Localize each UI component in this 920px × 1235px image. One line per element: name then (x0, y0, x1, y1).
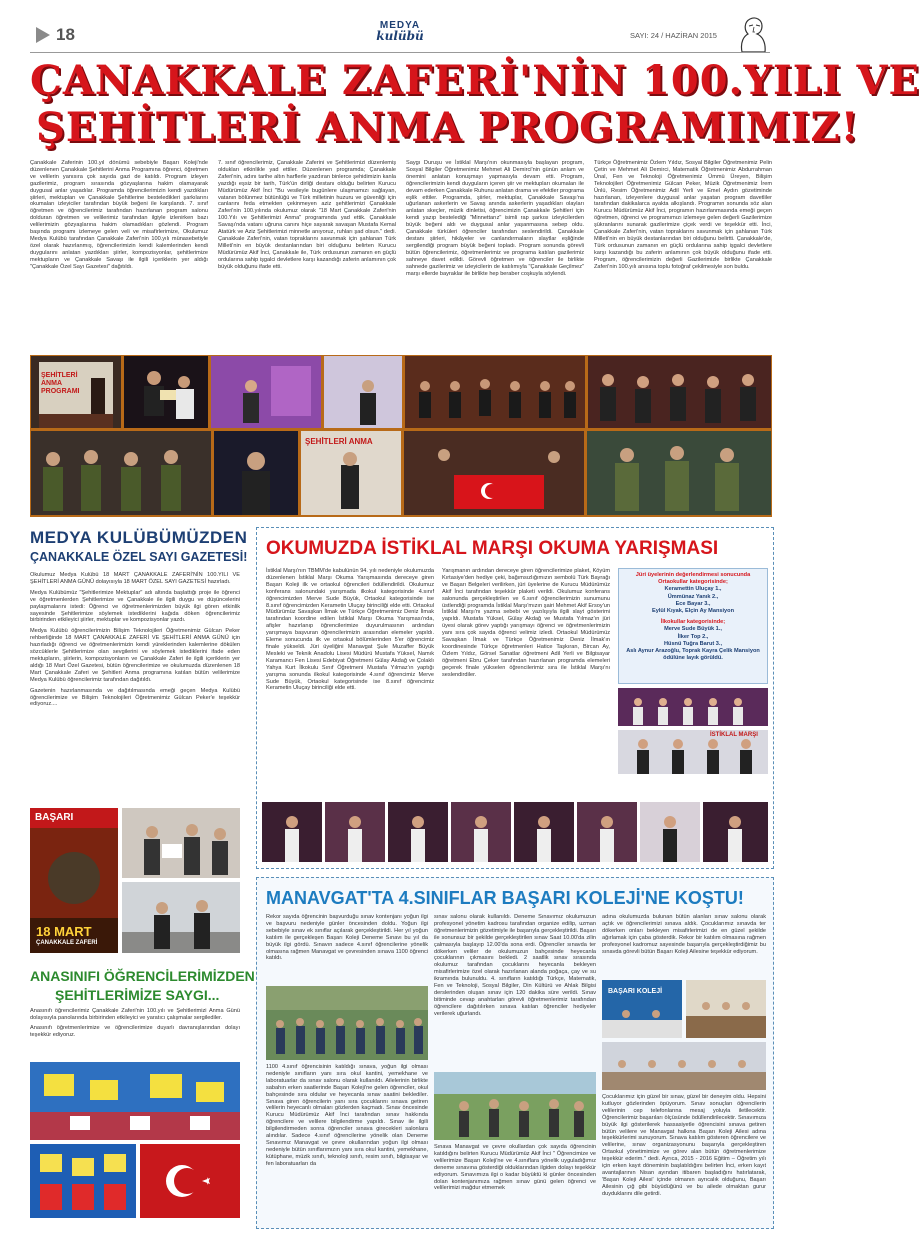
photo-newspaper-distribution-1 (122, 808, 240, 878)
medya-p4: Gazetenin hazırlanmasında ve dağıtılmasında emeği geçen Medya Kulübü öğrencilerimize ve Bilişim Teknolojileri Öğretmenimiz Gülcan Peker'e teşekkür ediyoruz.... (30, 687, 240, 708)
istiklal-col1: İstiklal Marşı'nın TBMM'de kabulünün 94. yılı nedeniyle okulumuzda düzenlenen İstiklal Marşı Okuma Yarışmasında dereceye giren Başarı Koleji ilk ve ortaokul öğrencileri ödüllendirildi. Okulumuz konferans salonundaki yarışmada ilkokul kategorisinde 4.sınıf öğrencimizden Merve Sude Büyük, Ortaokul kategorisinde ise 8.sınıf öğrencimizden Kerametin Uluçay birinciliği elde etti. Ortaokul Müdürümüz Savaşkan İlmak ve Türkçe Öğretmenimiz Deniz İlmak tarafından koordine edilen İstiklal Marşı Okuma Yarışması'nda, afişler hazırlanıp öğrencilerimize duyurulmasının ardından yarışmaya başvuran öğrencilerimizin arasından elemeler yapıldı. Eleme sonucunda ilk ve ortaokul bölümlerinden 5'er öğrencimiz finale yükseldi. Jüri üyeliğini Manavgat Şule Muzaffer Büyük Mesleki ve Teknik Anadolu Lisesi Müdürü Mustafa Yüksel, Namık Karamancı Fen Lisesi Edebiyat Öğretmeni Gülay Akdağ ve Çolaklı Yahya Kurt İlkokulu Sınıf Öğretmeni Mustafa Yılmaz'ın yaptığı yarışma sonunda ilkokul kategorisinde 4.sınıf öğrencimiz Merve Sude Büyük, Ortaokul kategorisinde ise 8.sınıf öğrencimiz Kerametin Uluçay birinciliği elde etti. (266, 568, 434, 692)
photo-group (587, 431, 771, 515)
photo-board-flag (140, 1144, 240, 1218)
medya-p2: Medya Kulübümüz "Şehitlerimize Mektuplar" adı altında başlattığı proje ile öğrenci ve öğretmenlerden Şehitlerimize ve Çanakkale ile ilgili duygu ve düşüncelerini paylaşmalarını istedi: Öğrenci ve öğretmenlerimizden büyük ilgi gören etkinlik sayesinde Şehitlerimize söylemek istediklerini kağıda döken öğrencilerimiz birbirinden etkileyici şiirler, mektuplar ve kompozisyonlar yazdı. (30, 589, 240, 624)
photo-seated-performers (405, 356, 585, 428)
photo-istiklal-jury (618, 730, 768, 774)
anasinifi-title2: ŞEHİTLERİMİZE SAYGI... (55, 987, 220, 1003)
main-article-col1: Çanakkale Zaferinin 100.yıl dönümü sebebiyle Başarı Koleji'nde düzenlenen Çanakkale Şehitlerini Anma Programına öğrenci, öğretmen ve velilerin yanısıra çok sayıda gazi de katıldı. Program izleyen gazilerimiz, program sırasında gözyaşlarına hakim olamayarak duygusal anlar yaşadılar. Programda öğrencilerimizin kendi yazdıkları şiirleri, mektupları ve Çanakkale Şehitlerine besteledikleri şarkılarını okumaları izleyiciler tarafından büyük beğeni ile karşılandı. 7. sınıf öğretmen ve öğrencilerimiz tarafından hazırlanan program salonu dolduran öğretmen ve velilerimiz tarafından ilgiyle izlenirken bazı velilerimizin gözyaşlarına hakim olamadıkları gözlendi. Program başında programı izlemeye gelen veli ve misafirlerimize, Okulumuz Medya Kulübü tarafından Çanakkale Zaferi'nin 100.yılı münasebetiyle özel olarak hazırlanmış, öğrencilerimizin kendi kalemlerinden kendi duygularını anlatan yazdıkları şiirler, kompozisyonlar, şehitlerimize mektupların ve Çanakkale Savaşı ile ilgili içeriklerin yer aldığı "Çanakkale Özel Sayı Gazetesi" dağıtıldı. (30, 160, 208, 270)
main-title-line1: ÇANAKKALE ZAFERİ'NİN 100.YILI VE (30, 57, 920, 104)
manavgat-title: MANAVGAT'TA 4.SINIFLAR BAŞARI KOLEJİ'NE KOŞTU! (266, 888, 744, 908)
photo-board-1 (30, 1062, 240, 1140)
medya-title2: ÇANAKKALE ÖZEL SAYI GAZETESİ! (30, 550, 248, 564)
anasinifi-title1: ANASINIFI ÖĞRENCİLERİMİZDEN (30, 968, 255, 984)
medya-logo (368, 20, 432, 50)
photo-exam-classroom (686, 980, 766, 1038)
ortaokul-item: Ümmünaz Yanık 2., (667, 593, 719, 600)
istiklal-title: OKUMUZDA İSTİKLAL MARŞI OKUMA YARIŞMASI (266, 538, 719, 559)
istiklal-col2: Yarışmanın ardından dereceye giren öğrencilerimize plaket, Köyüm Kırtasiye'den hediye çeki, bağımsızlığımızın sembolü Türk Bayrağı ve Başarı Belgeleri verilirken, jüri üyelerine de Kurucu Müdürümüz Akif İnci tarafından teşekkür plaketi verildi. Okulumuz konferans salonunda gerçekleştirilen ve 6.sınıf öğrencilerimizin sunumunu üstlendiği programda İstiklal Marşı'mızın şairi Mehmet Akif Ersoy'un İstiklal Marşı'nı yazma sebebi ve yazılışıyla ilgili slayt gösterimi yapıldı. Mustafa Yüksel, Gülay Akdağ ve Mustafa Yılmaz'ın jüri üyesi olarak görev yaptığı yarışmayı öğrenci ve öğretmenlerimizin yanı sıra çok sayıda öğrenci velimiz izledi. Ortaokul Müdürümüz Savaşkan İlmak ve Türkçe Öğretmenimiz Deniz İlmak'ın koordinesinde Türkçe öğretmenleri Hatice Taşkıran, Bircan Ay, Özlem Yıldız, Görsel Sanatlar öğretmeni Adil Yerli ve Bilgisayar öğretmeni Ebru Çeker tarafından hazırlanan programda elemeleri geçerek finale yükselen öğrencilerimiz sıra ile İstiklal Marşı'nı seslendirdiler. (442, 568, 610, 678)
issue-info: SAYI: 24 / HAZİRAN 2015 (630, 31, 717, 40)
ataturk-portrait (734, 14, 772, 54)
logo-sub: kulübü (376, 29, 424, 43)
ilkokul-head: İlkokullar kategorisinde; (660, 619, 726, 626)
manavgat-col3b: Çocuklarımız için güzel bir sınav, güzel bir deneyim oldu. Hepsini kutluyor gözlerinden öpüyorum. Sınav sonuçları öğrencilerin velilerinin cep telefonlarına mesaj yoluyla iletilecektir. Öğrencilerimiz başarıları ölçüsünde ödüllendirilecektir. Sınavımıza büyük ilgi gösterilerek hassasiyetle öğrencisini sınava getiren bütün velilere ve Manavgat halkına Başarı Koleji Ailesi adına teşekkürlerimi sunuyorum. Sınava katılım gösteren öğrencilere ve velilerine, sınav organizasyonunu başarıyla gerçekleştiren Ortaokul yönetimimize ve görev alan bütün öğretmenlerimize teşekkür ederim." dedi. Ayrıca, 2015 - 2016 Eğitim – Öğretim yılı için erken kayıt döneminin başlatıldığını belirten İnci, erken kayıt avantajlarının Nisan ayından itibaren başladığını hatırlatarak, 'Başarı Koleji Ailesi' içinde olmanın ayrıcalık olduğunu, Başarı Ailesinin çığ gibi büyüdüğünü ve bu ailede olmaktan gurur duyduklarını dile getirdi. (602, 1094, 766, 1197)
newspaper-cover (30, 808, 118, 953)
jury-head: Jüri üyelerinin değerlendirmesi sonucunda (635, 572, 751, 578)
cover-text2: ÇANAKKALE ZAFERİ (36, 940, 98, 946)
photo-veterans (31, 431, 211, 515)
main-article-col4: Türkçe Öğretmenimiz Özlem Yıldız, Sosyal Bilgiler Öğretmenimiz Pelin Çetin ve Mehmet Ali Demirci, Matematik Öğretmenimiz Abdurrahman Ünal, Fen ve Teknoloji Öğretmenimiz Ümmü Üreyen, Bilişim Teknolojileri Öğretmenimiz Gülcan Peker, Müzik Öğretmenimiz İrem Ünlü, Resim Öğretmenimiz Adil Yerli ve Emel Aydın gözetiminde hazırlanan, izleyenlere duygusal anlar yaşatan program davetliler tarafından dakikalarca ayakta alkışlandı. Programın sonunda söz alan Kurucu Müdürümüz Akif İnci, programın hazırlanmasında emeği geçen öğretmen, öğrenci ve programımızı izlemeye gelen değerli Gazilerimize şükranlarını sunarak gazilerimize çiçek verdi ve teşekkür etti. İnci, Çanakkale Zaferi'nin, vatan topraklarını savunmak için şahlanan Türk Milleti'nin en büyük destanlarından biri olduğunu belirtti. Çanakkale'de, Türk ordusunun zamanın en güçlü ordularına sahip işgalci devletlere karşı kazandığı bu zaferin anlamının çok büyük olduğunu ifade etti. Program, öğrencilerimizin değerli Gazilerimizle birlikte Çanakkale Zaferi'nin 100.yılı anısına toplu fotoğraf çekilmesiyle son buldu. (594, 160, 772, 270)
main-article-col2: 7. sınıf öğrencilerimiz, Çanakkale Zaferini ve Şehitlerimizi düzenlemiş oldukları etkinlikle yad ettiler. Düzenlenen programda; Çanakkale Zaferi'nin, adını tarihe altın harflerle yazdıran binlerce şehidimizin kanla yazdığı eşsiz bir tarih, Türk'ün dirliği destanı olduğu belirten Kurucu Müdürümüz Akif İnci "Bu vesileyle bugünlere ulaşmamızı sağlayan, vatanın bölünmez bütünlüğü ve Türk milletinin huzuru ve güvenliği için canlarını feda etmekten çekinmeyen aziz şehitlerimizi Çanakkale Zaferi'nin 100.yılında okulumuz olarak "18 Mart Çanakkale Zaferi'nin 100.Yılı ve Şehitlerimizi Anma" programında yad ettik. Çanakkale Savaşı'nda vatanı uğruna canını hiçe sayarak savaşan Mustafa Kemal Atatürk ve Aziz Şehitlerimizi minnetle anıyoruz, ruhları şad olsun." dedi. Çanakkale Zaferi'nin, vatan topraklarını savunmak için şahlanan Türk Milleti'nin en büyük destanlarından biri olduğunu belirten Kurucu Müdürümüz Akif İnci, Çanakkale ile, Türk ordusunun zamanın en güçlü ordularına sahip işgalci devletlere karşı kazandığı zaferin anlamının çok büyük olduğunu ifade etti. (218, 160, 396, 270)
page-header (0, 0, 800, 58)
photo-reading-students (124, 356, 208, 428)
istiklal-stage-text: İSTİKLAL MARŞI (710, 732, 758, 738)
photo-flag-drama (404, 431, 584, 515)
main-article-col3: Saygı Duruşu ve İstiklal Marşı'nın okunmasıyla başlayan program, Sosyal Bilgiler Öğretmenimiz Mehmet Ali Demirci'nin günün anlam ve önemini anlatan konuşmayı yapmasıyla devam etti. Program, öğrencilerimizin kendi duyguların içeren şiir ve mektupları okumaları ile devam ederken Çanakkale Ruhunu anlatan drama ve efektler programa eşlik ettiler. Programda, şiirler, mektuplar, Çanakkale Savaşı'na uğurlanan askerlerin ve Savaş anında askerlerin yaşadıkları olayları anlatan skeçler, müzik dinletisi, öğrencimizin Çanakkale Şehitleri için kendi yazıp bestelediği "Minnettarız" isimli rap şarkısı izleyicilerden büyük beğeni aldı ve duygusal anlar yaşanmasına sebep oldu. Çanakkale türküleri öğrenciler tarafından seslendirildi. Çanakkale destanı şiirleri, hikâyeler ve canlandırmaların slaytlar eşliğinde sergilendiği program büyük beğeni topladı. Program sonunda görevli bütün öğrencilerimiz, öğretmenlerimiz ve programa katılan gazilerimiz sahneye davet edildi. Görevli öğretmen ve öğrenciler ile birlikte sahnede gazilerimiz ve izleyicilerin de katılımıyla "Çanakkale Geçilmez" marşı ellerde bayraklar ile birlikte hep beraber coşkuyla söylendi. (406, 160, 584, 277)
jury-results-box (618, 568, 768, 684)
ilkokul-item: Hüsnü Tuğra Barut 3., (663, 640, 722, 647)
ortaokul-item: Eylül Kıyak, Elçin Ay Mansiyon (652, 608, 734, 615)
photo-speaker (214, 431, 298, 515)
logo-main: MEDYA (379, 20, 421, 31)
ortaokul-head: Ortaokullar kategorisinde; (658, 579, 728, 586)
medya-text-block (30, 572, 240, 802)
ortaokul-item: Keramettin Uluçay 1., (664, 586, 722, 593)
page-number-badge (34, 25, 82, 45)
manavgat-col1b: 1100 4.sınıf öğrencisinin katıldığı sınava, yoğun ilgi olması nedeniyle sınıfların yanı sıra okul kantini, yemekhane ve laboratuarlar da sınav salonu olarak kullanıldı. Ailelerinin birlikte sabahın erken saatlerinde Başarı Koleji'ne gelen öğrenciler, okul bahçesinde sıra oldular ve heyecanla sınav saatini beklediler. Sınava giren öğrencilerin yanı sıra çocuklarını sınava getiren velilerin heyecanlı olmaları gözlerden kaçmadı. Sınav öncesinde Kurucu Müdürümüz Akif İnci tarafından sınav hakkında öğrencilere ve velilere bilgilendirme yapıldı. Sınav ile ilgili bilgilendirmeden sonra öğrenciler sınava girecekleri salonlara alındılar. Sadece 4.sınıf öğrencilerine yönelik olan Deneme Sınavımız Manavgat ve çevre okullarından yoğun ilgi olması nedeniyle bütün sınıflarımızın yanı sıra okul kantini, yemekhane, kütüphane, müzik sınıfı, teknoloji sınıfı, resim sınıfı, bilgisayar ve fen laboratuarları da (266, 1064, 428, 1167)
photo-newspaper-distribution-2 (122, 882, 240, 953)
photo-stage-text (324, 356, 402, 428)
manavgat-col2a: sınav salonu olarak kullanıldı. Deneme Sınavımız okulumuzun profesyonel yönetim kadrosu tarafından organize edilip, uzman öğretmenlerimizin gözetimiyle ile başarıyla gerçekleştirildi. Başarı ile sonunsuz bir şekilde gerçekleştirilen sınav Saat 10.00'da zilin çalmasıyla başlayıp 12.00'da sona erdi. Öğrenciler sınavda ter dökerken veliler de okulumuzun bahçesinde heyecanla çocuklarının çıkmasını bekledi. 2 saatlik sınav sırasında okulumuz tarafından çocuklarını heyecanla bekleyen misafirlerimize özel olarak hazırlanan alanda poğaça, çay ve su ikramında bulunuldu. 4. sınıfların katıldığı Türkçe, Matematik, Fen ve Teknoloji, Sosyal Bilgiler, Din Kültürü ve Ahlak Bilgisi derslerinden oluşan sınav için 120 dakika süre verildi. Sınav bitiminde cevap anahtarları görevli öğretmenlerimiz tarafından öğrencilere dağıtılırken sınava katılan öğrenciler hediyeler verilerek uğurlandı. (434, 914, 596, 1017)
photo-istiklal-winners (618, 688, 768, 726)
ilkokul-item: Merve Sude Büyük 1., (664, 626, 722, 633)
manavgat-col3a: adına okulumuzda bulunan bütün alanları sınav salonu olarak açtık ve öğrencilerimizi sınava aldık. Çocuklarımız sınavda ter dökerken onları bekleyen misafirlerimizi de en güzel şekilde ağırlamak için çaba gösterdik. Rekor bir katılım olmasına rağmen profesyonel kadromuz sayesinde başarıyla gerçekleştirdiğimiz bu sınavda görevli bütün Başarı Koleji Ailesine teşekkür ediyorum. (602, 914, 766, 955)
page-number: 18 (56, 25, 75, 44)
photo-drama-purple (211, 356, 321, 428)
medya-title1: MEDYA KULÜBÜMÜZDEN (30, 528, 248, 547)
photo-istiklal-strip (262, 802, 768, 862)
photo-board-2 (30, 1144, 136, 1218)
stage-big-text: ŞEHİTLERİ ANMA (305, 437, 373, 446)
anasinifi-text (30, 1008, 240, 1058)
photo-audience (588, 356, 771, 428)
ortaokul-item: Ece Bayar 3., (675, 600, 711, 607)
photo-stage-big (301, 431, 401, 515)
ilkokul-item: Aslı Aynur Arazoğlu, Toprak Kayra Çelik Mansiyon ödülüne layık görüldü. (626, 648, 760, 662)
photo-exam-hall (602, 1042, 766, 1090)
cover-masthead: BAŞARI (35, 812, 74, 823)
photo-exam-garden (434, 1072, 596, 1140)
photo-exam-banner (602, 980, 682, 1038)
manavgat-col1a: Rekor sayıda öğrencinin başvurduğu sınav kontenjanı yoğun ilgi ve başvuru nedeniyle günler öncesinden doldu. Yoğun ilgi sebebiyle sınav ek sınıflar açılarak gerçekleştirildi. Her yıl yoğun katılım ile gerçekleşen Başarı Koleji Deneme Sınavı bu yıl da büyük ilgi gördü. Sınavın sadece 4.sınıf öğrencilerine yönelik olmasına rağmen Manavgat ve çevresinden sınava 1100 öğrenci katıldı. (266, 914, 428, 962)
anasinifi-p2: Anasınıfı öğretmenlerimize ve öğrencilerimize duyarlı davranışlarından dolayı teşekkür ediyoruz. (30, 1024, 240, 1038)
ilkokul-item: İlker Top 2., (677, 633, 709, 640)
medya-p1: Okulumuz Medya Kulübü 18 MART ÇANAKKALE ZAFERİ'NİN 100.YILI VE ŞEHİTLERİ ANMA GÜNÜ dolayısıyla 18 MART ÖZEL SAYI GAZETESİ hazırladı. (30, 572, 240, 585)
photo-stage-banner (31, 356, 121, 428)
medya-p3: Medya Kulübü öğrencilerimizin Bilişim Teknolojileri Öğretmenimiz Gülcan Peker rehberliğinde 18 MART ÇANAKKALE ZAFERİ VE ŞEHİTLERİ ANMA GÜNÜ için hazırladığı öğrenci ve öğretmenlerimizin kendi yüreklerinden kalemlerine dökülen sözcüklerle Şehitlerimize olan sevgilerini ve söylemek istediklerini ifade eden mektupların, şiirlerin, kompozisyonların ve Çanakkale Zaferi ile ilgili içeriklerin yer aldığı 18 Mart Özel Gazetesi, bütün öğrencilerimize ve okulumuzda düzenlenen 18 Mart Çanakkale Zaferi ve Şehitleri Anma programına katılan bütün velilerimize Medya Kulübü öğrencilerimiz tarafından dağıtıldı. (30, 628, 240, 683)
manavgat-col2b: Sınava Manavgat ve çevre okullardan çok sayıda öğrencinin katıldığını belirten Kurucu Müdürümüz Akif İnci " Öğrencimize ve velilerimize Başarı Koleji'ne ve 4.sınıflara yönelik uyguladığımız deneme sınavına gösterdiği olduklarından ilgiden dolayı teşekkür ediyorum. Sınavımıza ilgi o kadar büyüktü ki günler öncesinden dolan kontenjanımıza rağmen sınav günü gelen öğrenci ve velilerimizi mağdur etmemek (434, 1144, 596, 1192)
main-title-line2: ŞEHİTLERİ ANMA PROGRAMIMIZ! (36, 104, 860, 151)
anasinifi-p1: Anasınıfı öğrencilerimiz Çanakkale Zaferi'nin 100.yılı ve Şehitlerimizi Anma Günü dolayısıyla panolarında birbirinden etkileyici ve yaratıcı çalışmalar sergilediler. (30, 1008, 240, 1021)
cover-text1: 18 MART (36, 924, 92, 939)
photo-exam-crowd (266, 986, 428, 1060)
exam-banner-text: BAŞARI KOLEJİ (608, 988, 663, 995)
triangle-icon (34, 26, 52, 44)
stage-banner-text: ŞEHİTLERİ ANMA PROGRAMI (41, 372, 80, 395)
